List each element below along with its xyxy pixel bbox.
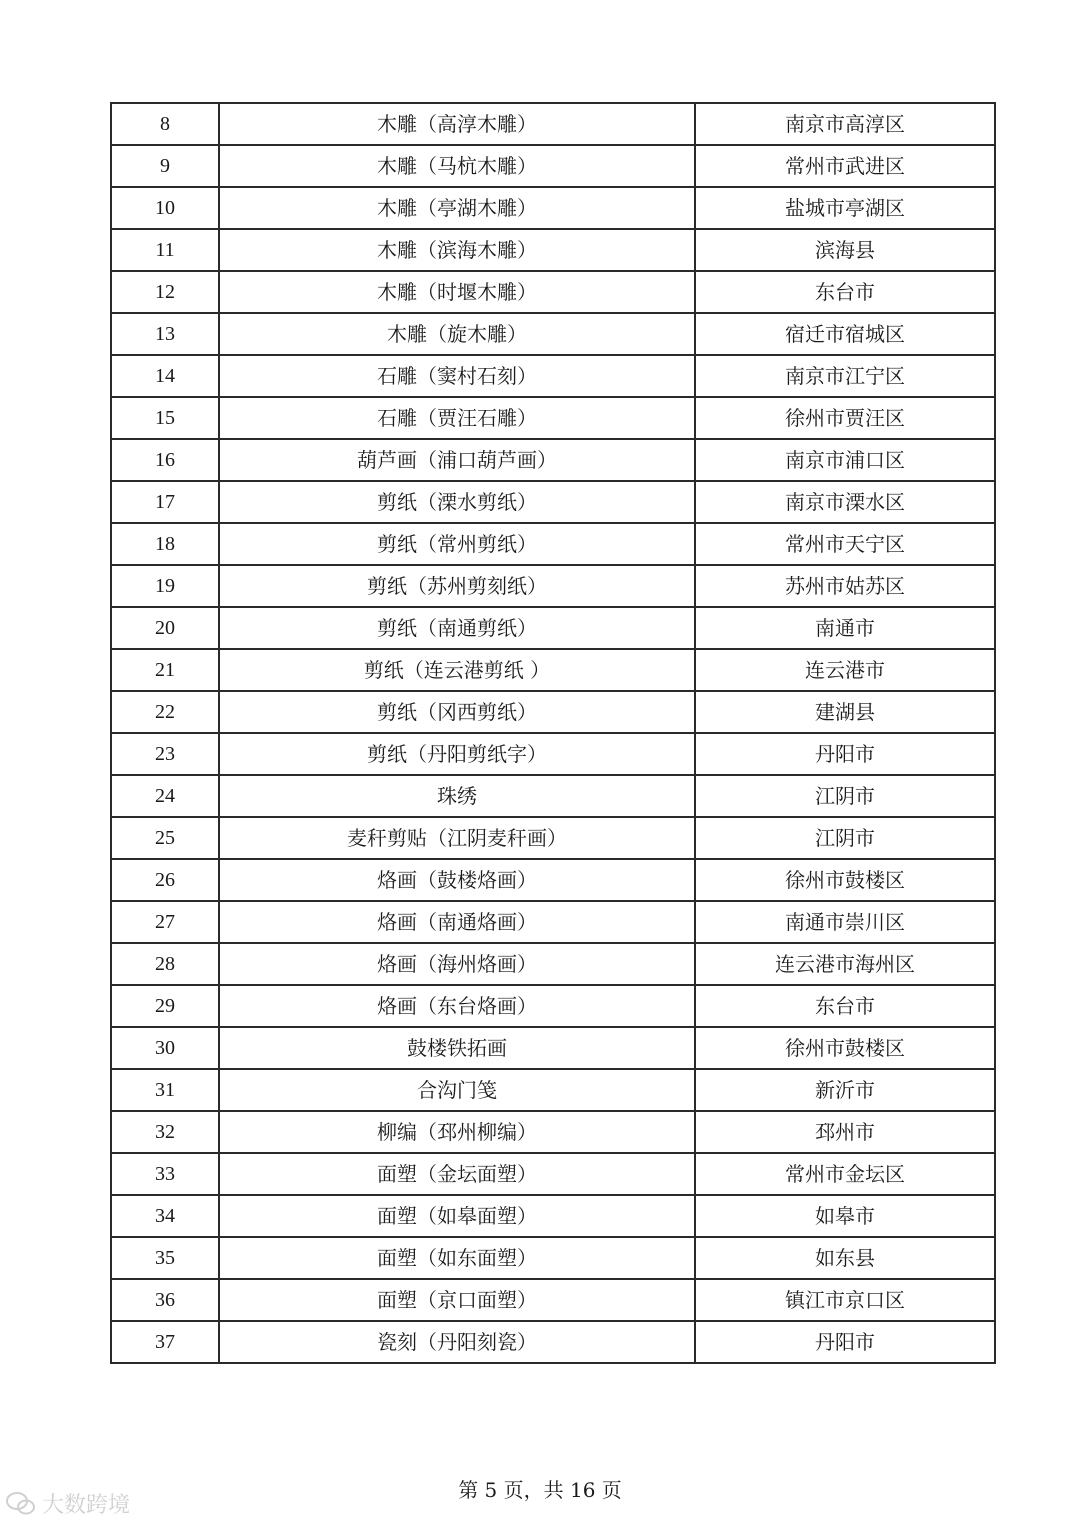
region-cell: 东台市 xyxy=(695,985,995,1027)
row-number-cell: 35 xyxy=(111,1237,219,1279)
table-row xyxy=(111,901,995,943)
region-cell: 丹阳市 xyxy=(695,1321,995,1363)
region-cell: 滨海县 xyxy=(695,229,995,271)
table-row xyxy=(111,523,995,565)
row-number-cell: 31 xyxy=(111,1069,219,1111)
row-number-cell: 16 xyxy=(111,439,219,481)
table-row xyxy=(111,1111,995,1153)
row-number-cell: 14 xyxy=(111,355,219,397)
table-row xyxy=(111,271,995,313)
item-name-cell: 瓷刻（丹阳刻瓷） xyxy=(219,1321,695,1363)
region-cell: 东台市 xyxy=(695,271,995,313)
item-name-cell: 鼓楼铁拓画 xyxy=(219,1027,695,1069)
region-cell: 宿迁市宿城区 xyxy=(695,313,995,355)
table-body xyxy=(111,103,995,1363)
region-cell: 镇江市京口区 xyxy=(695,1279,995,1321)
table-row xyxy=(111,439,995,481)
table-row xyxy=(111,985,995,1027)
row-number-cell: 8 xyxy=(111,103,219,145)
region-cell: 南京市高淳区 xyxy=(695,103,995,145)
table-row xyxy=(111,1069,995,1111)
item-name-cell: 合沟门笺 xyxy=(219,1069,695,1111)
item-name-cell: 木雕（亭湖木雕） xyxy=(219,187,695,229)
wechat-logo-icon xyxy=(6,1491,36,1517)
row-number-cell: 32 xyxy=(111,1111,219,1153)
region-cell: 徐州市鼓楼区 xyxy=(695,1027,995,1069)
item-name-cell: 剪纸（丹阳剪纸字） xyxy=(219,733,695,775)
region-cell: 南通市崇川区 xyxy=(695,901,995,943)
row-number-cell: 26 xyxy=(111,859,219,901)
table-row xyxy=(111,859,995,901)
region-cell: 苏州市姑苏区 xyxy=(695,565,995,607)
table-row xyxy=(111,649,995,691)
row-number-cell: 13 xyxy=(111,313,219,355)
item-name-cell: 烙画（东台烙画） xyxy=(219,985,695,1027)
table-row xyxy=(111,229,995,271)
region-cell: 江阴市 xyxy=(695,775,995,817)
table-row xyxy=(111,775,995,817)
region-cell: 南京市江宁区 xyxy=(695,355,995,397)
table-row xyxy=(111,145,995,187)
row-number-cell: 21 xyxy=(111,649,219,691)
item-name-cell: 面塑（京口面塑） xyxy=(219,1279,695,1321)
table-row xyxy=(111,565,995,607)
row-number-cell: 20 xyxy=(111,607,219,649)
watermark-text: 大数跨境 xyxy=(42,1493,131,1518)
table-row xyxy=(111,817,995,859)
table-row xyxy=(111,943,995,985)
page-number: 第 5 页，共 16 页 xyxy=(458,1478,622,1502)
item-name-cell: 烙画（鼓楼烙画） xyxy=(219,859,695,901)
item-name-cell: 木雕（旋木雕） xyxy=(219,313,695,355)
region-cell: 新沂市 xyxy=(695,1069,995,1111)
row-number-cell: 18 xyxy=(111,523,219,565)
table-row xyxy=(111,313,995,355)
item-name-cell: 木雕（高淳木雕） xyxy=(219,103,695,145)
item-name-cell: 烙画（海州烙画） xyxy=(219,943,695,985)
row-number-cell: 24 xyxy=(111,775,219,817)
item-name-cell: 面塑（如皋面塑） xyxy=(219,1195,695,1237)
region-cell: 常州市武进区 xyxy=(695,145,995,187)
table-row xyxy=(111,1027,995,1069)
region-cell: 丹阳市 xyxy=(695,733,995,775)
item-name-cell: 面塑（金坛面塑） xyxy=(219,1153,695,1195)
region-cell: 江阴市 xyxy=(695,817,995,859)
row-number-cell: 15 xyxy=(111,397,219,439)
region-cell: 常州市金坛区 xyxy=(695,1153,995,1195)
row-number-cell: 12 xyxy=(111,271,219,313)
item-name-cell: 石雕（贾汪石雕） xyxy=(219,397,695,439)
table-row xyxy=(111,1321,995,1363)
row-number-cell: 9 xyxy=(111,145,219,187)
item-name-cell: 麦秆剪贴（江阴麦秆画） xyxy=(219,817,695,859)
item-name-cell: 面塑（如东面塑） xyxy=(219,1237,695,1279)
item-name-cell: 烙画（南通烙画） xyxy=(219,901,695,943)
region-cell: 建湖县 xyxy=(695,691,995,733)
row-number-cell: 29 xyxy=(111,985,219,1027)
row-number-cell: 34 xyxy=(111,1195,219,1237)
region-cell: 徐州市鼓楼区 xyxy=(695,859,995,901)
region-cell: 南京市溧水区 xyxy=(695,481,995,523)
table-row xyxy=(111,355,995,397)
item-name-cell: 木雕（马杭木雕） xyxy=(219,145,695,187)
table-row xyxy=(111,691,995,733)
table-row xyxy=(111,187,995,229)
row-number-cell: 17 xyxy=(111,481,219,523)
row-number-cell: 10 xyxy=(111,187,219,229)
item-name-cell: 石雕（窦村石刻） xyxy=(219,355,695,397)
row-number-cell: 37 xyxy=(111,1321,219,1363)
row-number-cell: 22 xyxy=(111,691,219,733)
row-number-cell: 36 xyxy=(111,1279,219,1321)
row-number-cell: 30 xyxy=(111,1027,219,1069)
row-number-cell: 27 xyxy=(111,901,219,943)
row-number-cell: 19 xyxy=(111,565,219,607)
row-number-cell: 25 xyxy=(111,817,219,859)
item-name-cell: 剪纸（苏州剪刻纸） xyxy=(219,565,695,607)
table-row xyxy=(111,1153,995,1195)
table-row xyxy=(111,1237,995,1279)
row-number-cell: 28 xyxy=(111,943,219,985)
watermark xyxy=(6,1488,130,1519)
region-cell: 南通市 xyxy=(695,607,995,649)
item-name-cell: 剪纸（冈西剪纸） xyxy=(219,691,695,733)
item-name-cell: 剪纸（常州剪纸） xyxy=(219,523,695,565)
table-row xyxy=(111,103,995,145)
item-name-cell: 剪纸（南通剪纸） xyxy=(219,607,695,649)
table-row xyxy=(111,481,995,523)
item-name-cell: 木雕（滨海木雕） xyxy=(219,229,695,271)
table-row xyxy=(111,607,995,649)
region-cell: 南京市浦口区 xyxy=(695,439,995,481)
item-name-cell: 葫芦画（浦口葫芦画） xyxy=(219,439,695,481)
row-number-cell: 11 xyxy=(111,229,219,271)
table-row xyxy=(111,397,995,439)
item-name-cell: 柳编（邳州柳编） xyxy=(219,1111,695,1153)
region-cell: 连云港市海州区 xyxy=(695,943,995,985)
table-row xyxy=(111,1279,995,1321)
region-cell: 徐州市贾汪区 xyxy=(695,397,995,439)
item-name-cell: 剪纸（溧水剪纸） xyxy=(219,481,695,523)
region-cell: 盐城市亭湖区 xyxy=(695,187,995,229)
table-row xyxy=(111,1195,995,1237)
item-name-cell: 剪纸（连云港剪纸 ） xyxy=(219,649,695,691)
item-name-cell: 珠绣 xyxy=(219,775,695,817)
region-cell: 如东县 xyxy=(695,1237,995,1279)
item-name-cell: 木雕（时堰木雕） xyxy=(219,271,695,313)
row-number-cell: 33 xyxy=(111,1153,219,1195)
region-cell: 连云港市 xyxy=(695,649,995,691)
region-cell: 如皋市 xyxy=(695,1195,995,1237)
heritage-list-table xyxy=(110,102,996,1364)
row-number-cell: 23 xyxy=(111,733,219,775)
region-cell: 邳州市 xyxy=(695,1111,995,1153)
table-row xyxy=(111,733,995,775)
region-cell: 常州市天宁区 xyxy=(695,523,995,565)
